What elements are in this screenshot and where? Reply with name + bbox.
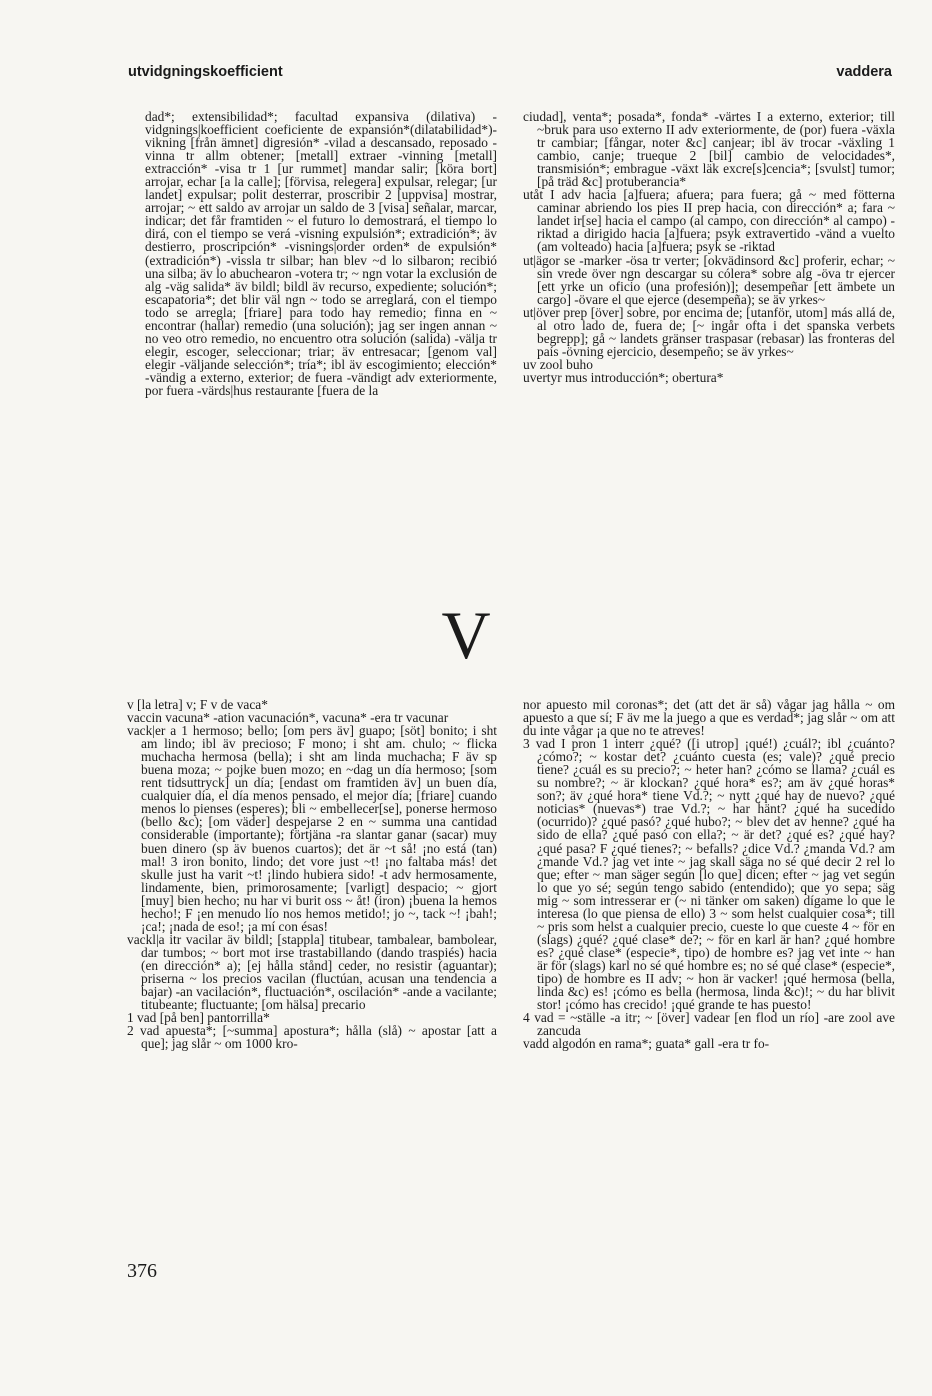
dictionary-entry: vack|er a 1 hermoso; bello; [om pers äv] guapo; [söt] bonito; i sht am lindo; ibl äv precioso; F mono; i sht am. chulo; ~ flicka muchacha hermosa (bella); i sht am linda muchacha; F äv sp buena moza; ~ pojke buen mozo; en ~dag un día hermoso; [som rent tidsuttryck] un día; [endast om framtiden äv] un buen día, cualquier día, el día menos pensado, el mejor día; [friare] cuando menos lo pienses (esperes); bli ~ embellecer[se], ponerse hermoso (bello &c); [om väder] despejarse 2 en ~ summa una cantidad considerable (importante); förtjäna -ra slantar ganar (sacar) muy buen dinero (sp äv buenos cuartos); det är ~t så! ¡no está (tan) mal! 3 iron bonito, lindo; det vore just ~t! ¡no faltaba más! det skulle just ha varit ~t! ¡lindo hubiera sido! -t adv hermosamente, lindamente, bien, primorosamente; [varligt] despacio; ~ gjort [muy] bien hecho; nu har vi burit oss ~ åt! (iron) ¡buena la hemos hecho!; F ¡en menudo lío nos hemos metido!; jo ~, tack ~! ¡bah!; ¡ca!; ¡nada de eso!; ¡a mí con ésas! bbox=[127, 723, 497, 934]
bottom-left-column bbox=[127, 698, 497, 1248]
dictionary-entry: 3 vad I pron 1 interr ¿qué? ([i utrop] ¡qué!) ¿cuál?; ibl ¿cuánto? ¿cómo?; ~ kostar det? ¿cuánto cuesta (es; vale)? ¿qué precio tiene? ¿cuál es su precio?; ~ heter han? ¿cómo se llama? ¿cuál es su nombre?; ~ är klockan? ¿qué hora* es?; am äv ¿qué horas* son?; äv ¿qué hora* tiene Vd.?; ~ nytt ¿qué hay de nuevo? ¿qué noticias* (nuevas*) trae Vd.?; ~ har hänt? ¿qué ha sucedido (ocurrido)? ¿qué pasó? ¿qué hubo?; ~ blev det av henne? ¿qué ha sido de ella? ¿qué pasó con ella?; ~ är det? ¿qué es? ¿qué hay? ¿qué pasa? F ¿qué tienes?; ~ befalls? ¿dice Vd.? ¿manda Vd.? am ¿mande Vd.? jag vet inte ~ jag skall säga no sé qué decir 2 rel lo que; efter ~ man säger según [lo que] dicen; efter ~ jag vet según lo que yo sé; según tengo sabido (entendido); que yo sepa; säg mig ~ som intresserar er (~ ni tänker om saken) dígame lo que le interesa (lo que piensa de ello) 3 ~ som helst cualquier cosa*; till ~ pris som helst a cualquier precio, cueste lo que cueste 4 ~ för en (slags) ¿qué? ¿qué clase* de?; ~ för en karl är han? ¿qué hombre es? ¿qué clase* (especie*, tipo) de hombre es? jag vet inte ~ han är för (slags) karl no sé qué hombre es; no sé qué clase* (especie*, tipo) de hombre es II adv; ~ hon är vacker! ¡qué hermosa (bella, linda &c) es! ¡cómo es bella (hermosa, linda &c)!; ~ du har blivit stor! ¡cómo has crecido! ¡qué grande te has puesto! bbox=[523, 736, 895, 1013]
dictionary-entry: ut|över prep [över] sobre, por encima de; [utanför, utom] más allá de, al otro lado de, fuera de; [~ ingår ofta i det spanska verbets begrepp]; gå ~ landets gränser traspasar (rebasar) las fronteras del país -övning ejercicio, desempeño; se äv yrkes~ bbox=[523, 304, 895, 359]
left-guide-word: utvidgningskoefficient bbox=[128, 64, 283, 80]
dictionary-entry: ut|ägor se -marker -ösa tr verter; [okvädinsord &c] proferir, echar; ~ sin vrede över ngn descargar su cólera* sobre alg -öva tr ejercer [ett yrke un oficio (una profesión)]; desempeñar [ett ämbete un cargo] -övare el que ejerce (desempeña); se äv yrkes~ bbox=[523, 252, 895, 307]
section-letter: V bbox=[441, 597, 491, 673]
dictionary-entry: uvertyr mus introducción*; obertura* bbox=[523, 369, 724, 385]
dictionary-entry: ciudad], venta*; posada*, fonda* -värtes I a externo, exterior; till ~bruk para uso externo II adv exteriormente, de (por) fuera -växla tr cambiar; [fångar, noter &c] canjear; ibl äv trocar -växling 1 cambio, canje; trueque 2 [bil] cambio de velocidades*, transmisión*; embrague -växt läk excre[s]cencia*; [svulst] tumor; [på träd &c] protuberancia* bbox=[523, 110, 895, 190]
dictionary-entry: 4 vad = ~ställe -a itr; ~ [över] vadear [en flod un río] -are zool ave zancuda bbox=[523, 1010, 895, 1039]
dictionary-entry: vaccin vacuna* -ation vacunación*, vacuna* -era tr vacunar bbox=[127, 710, 449, 726]
dictionary-entry: utåt I adv hacia [a]fuera; afuera; para fuera; gå ~ med fötterna caminar abriendo los pies II prep hacia, con dirección* a; fara ~ landet ir[se] hacia el campo (al campo, con dirección* al campo) -riktad a dirigido hacia [a]fuera; psyk extravertido -vänd a vuelto (am volteado) hacia [a]fuera; psyk se -riktad bbox=[523, 187, 895, 255]
page-number: 376 bbox=[127, 1260, 157, 1282]
dictionary-entry: v [la letra] v; F v de vaca* bbox=[127, 698, 268, 712]
dictionary-entry: uv zool buho bbox=[523, 356, 593, 372]
right-guide-word: vaddera bbox=[836, 64, 892, 80]
bottom-right-column bbox=[523, 698, 895, 1248]
top-left-column bbox=[145, 110, 497, 546]
running-head bbox=[128, 64, 892, 84]
top-right-column bbox=[523, 110, 895, 546]
dictionary-entry: vadd algodón en rama*; guata* gall -era tr fo- bbox=[523, 1036, 770, 1052]
dictionary-entry: vackl|a itr vacilar äv bildl; [stappla] titubear, tambalear, bambolear, dar tumbos; ~ bort mot irse trastabillando (dando traspiés) hacia (en dirección* a); [ej hålla stånd] ceder, no resistir (aguantar); priserna ~ los precios vacilan (fluctúan, acusan una tendencia a bajar) -an vacilación*, fluctuación*, oscilación* -ande a vacilante; titubeante; fluctuante; [om hälsa] precario bbox=[127, 931, 497, 1013]
dictionary-entry: 2 vad apuesta*; [~summa] apostura*; hålla (slå) ~ apostar [att a que]; jag slår ~ om 1000 kro- bbox=[127, 1023, 497, 1052]
dictionary-entry: nor apuesto mil coronas*; det (att det är så) vågar jag hålla ~ om apuesto a que sí; F äv me la juego a que es verdad*; jag slår ~ om att du inte vågar ¡a que no te atreves! bbox=[523, 698, 895, 739]
dictionary-entry: dad*; extensibilidad*; facultad expansiva (dilativa) -vidgnings|koefficient coeficiente de expansión*(dilatabilidad*)-vikning [från ämnet] digresión* -vilad a descansado, reposado -vinna tr allm obtener; [metall] extraer -vinning [metall] extracción* -visa tr 1 [ur rummet] mandar salir; [köra bort] arrojar, echar [a la calle]; [förvisa, relegera] expulsar, relegar; [ur landet] expulsar; polit desterrar, proscribir 2 [uppvisa] mostrar, arrojar; ~ ett saldo av arrojar un saldo de 3 [visa] señalar, marcar, indicar; det får framtiden ~ el futuro lo demostrará, el tiempo lo dirá, con el tiempo se verá -visning expulsión*; extradición*; äv destierro, proscripción* -visnings|order orden* de expulsión* (extradición*) -vissla tr silbar; han blev ~d lo silbaron; recibió una silba; äv lo abuchearon -votera tr; ~ ngn votar la exclusión de alg -väg salida* äv bildl; bildl äv recurso, expediente; solución*; escapatoria*; det blir väl ngn ~ todo se arreglará, con el tiempo todo se arregla; [friare] para todo hay remedio; finna en ~ encontrar (hallar) remedio (una solución); jag ser ingen annan ~ no veo otro remedio, no encuentro otra solución (salida) -välja tr elegir, escoger, seleccionar; triar; äv entresacar; [genom val] elegir -väljande selección*; tría*; ibl äv escogimiento; elección* -vändig a externo, exterior; de fuera -vändigt adv exteriormente, por fuera -värds|hus restaurante [fuera de la bbox=[145, 110, 497, 398]
dictionary-entry: 1 vad [på ben] pantorrilla* bbox=[127, 1010, 270, 1026]
